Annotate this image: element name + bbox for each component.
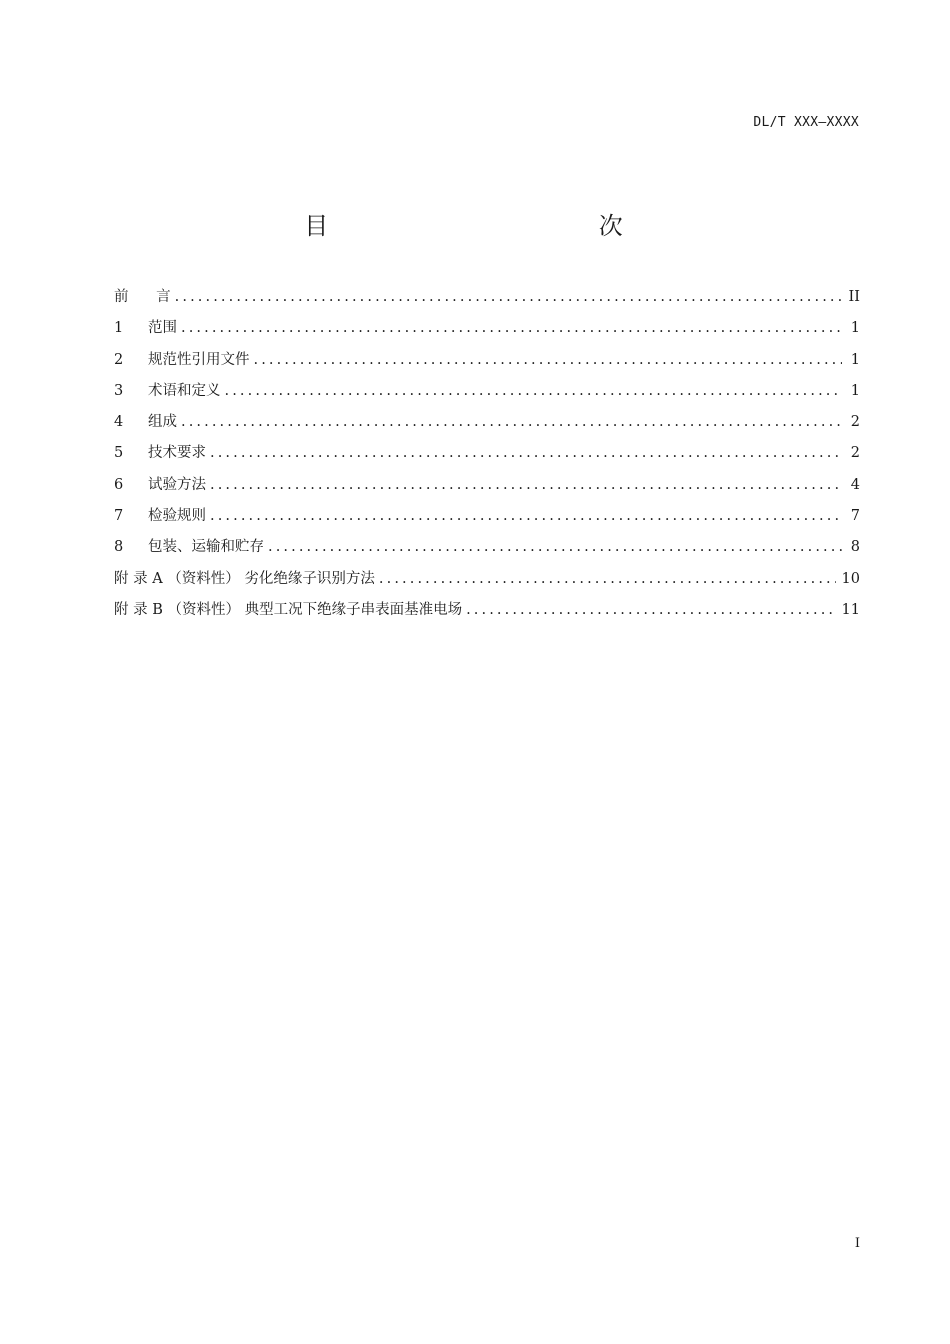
toc-leader-dots	[225, 379, 843, 403]
toc-title: 目 次	[304, 212, 671, 240]
toc-leader-dots	[210, 504, 842, 528]
toc-leader-dots	[268, 535, 842, 559]
toc-entry-technical-requirements[interactable]	[114, 441, 860, 472]
toc-entry-page: 11	[841, 601, 860, 618]
toc-entry-label: 技术要求	[148, 445, 206, 462]
toc-entry-label: 规范性引用文件	[148, 351, 250, 368]
toc-entry-page: 4	[850, 476, 860, 493]
toc-entry-number: 2	[114, 351, 124, 368]
toc-leader-dots	[210, 441, 842, 465]
toc-entry-appendix-b[interactable]	[114, 598, 860, 629]
toc-leader-dots	[181, 410, 842, 434]
toc-entry-test-methods[interactable]	[114, 473, 860, 504]
toc-entry-page: 1	[850, 351, 860, 368]
toc-entry-page: 2	[850, 414, 860, 431]
toc-leader-dots	[210, 473, 842, 497]
toc-entry-label: 包装、运输和贮存	[148, 539, 264, 556]
toc-entry-terms-definitions[interactable]	[114, 379, 860, 410]
toc-entry-label: 组成	[148, 414, 177, 431]
toc-entry-foreword[interactable]	[114, 285, 860, 316]
toc-leader-dots	[254, 348, 843, 372]
toc-entry-label: 检验规则	[148, 508, 206, 525]
toc-entry-normative-references[interactable]	[114, 348, 860, 379]
toc-leader-dots	[466, 598, 835, 622]
toc-entry-page: 8	[850, 539, 860, 556]
toc-entry-number: 5	[114, 445, 124, 462]
toc-entry-appendix-a[interactable]	[114, 567, 860, 598]
toc-entry-packaging-transport-storage[interactable]	[114, 535, 860, 566]
toc-leader-dots	[379, 567, 836, 591]
toc-entry-number: 8	[114, 539, 124, 556]
toc-entry-label: 附 录 A （资料性） 劣化绝缘子识别方法	[114, 570, 375, 587]
toc-entry-scope[interactable]	[114, 316, 860, 347]
toc-entry-page: 7	[850, 508, 860, 525]
document-code: DL/T XXX—XXXX	[753, 115, 859, 130]
table-of-contents	[114, 285, 860, 629]
toc-entry-label: 附 录 B （资料性） 典型工况下绝缘子串表面基准电场	[114, 601, 463, 618]
toc-entry-page: 1	[850, 320, 860, 337]
toc-entry-label: 术语和定义	[148, 382, 221, 399]
toc-entry-number: 7	[114, 508, 124, 525]
toc-leader-dots	[181, 316, 842, 340]
toc-entry-number: 4	[114, 414, 124, 431]
toc-entry-inspection-rules[interactable]	[114, 504, 860, 535]
toc-entry-composition[interactable]	[114, 410, 860, 441]
toc-entry-number: 6	[114, 476, 124, 493]
toc-entry-number: 3	[114, 382, 124, 399]
toc-entry-number: 1	[114, 320, 124, 337]
toc-entry-page: 10	[841, 570, 860, 587]
toc-entry-label: 试验方法	[148, 476, 206, 493]
toc-leader-dots	[175, 285, 842, 309]
toc-entry-label: 前 言	[114, 289, 171, 305]
toc-entry-page: 2	[850, 445, 860, 462]
page-number: I	[854, 1236, 860, 1251]
toc-entry-label: 范围	[148, 320, 177, 337]
toc-entry-page: II	[848, 289, 860, 305]
toc-entry-page: 1	[850, 382, 860, 399]
